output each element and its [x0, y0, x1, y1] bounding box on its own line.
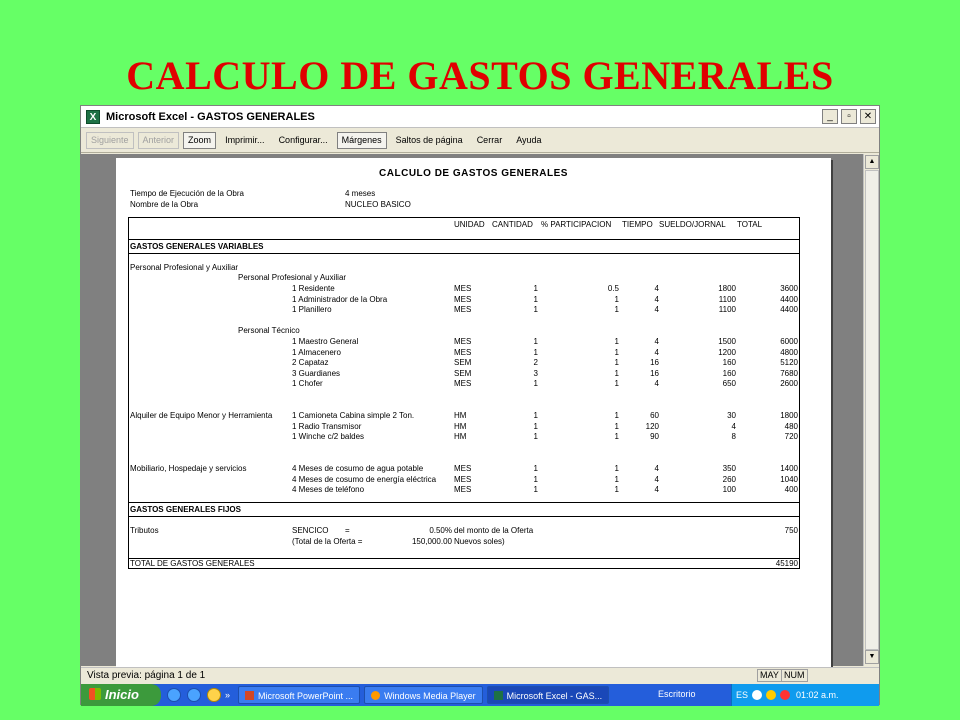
window-titlebar[interactable]: [81, 106, 879, 128]
cell-sueldo: 4: [731, 421, 736, 431]
cell-desc: 4 Meses de cosumo de energía eléctrica: [292, 474, 437, 484]
sencico-percent: 0.50%: [429, 526, 452, 535]
section-divider: [128, 516, 800, 517]
sencico-percent-desc: del monto de la Oferta: [454, 526, 534, 535]
sheet-title: CALCULO DE GASTOS GENERALES: [379, 168, 568, 179]
cell-cantidad: 1: [533, 474, 538, 484]
tray-icon[interactable]: [752, 690, 762, 700]
cerrar-button[interactable]: Cerrar: [472, 132, 508, 149]
cell-part: 1: [614, 368, 619, 378]
cell-sueldo: 30: [727, 411, 736, 420]
cell-cantidad: 1: [533, 411, 538, 420]
scroll-up-icon[interactable]: ▲: [865, 155, 879, 169]
minimize-button[interactable]: _: [822, 109, 838, 124]
media-player-icon: [371, 691, 380, 700]
cell-cantidad: 1: [533, 464, 538, 473]
col-header-sueldo: SUELDO/JORNAL: [659, 220, 726, 229]
col-header-unidad: UNIDAD: [454, 220, 485, 229]
section-divider: [128, 502, 800, 503]
cell-cantidad: 1: [533, 294, 538, 304]
cell-sueldo: 160: [722, 358, 736, 367]
cell-unidad: MES: [454, 305, 472, 314]
cell-desc: 3 Guardianes: [292, 368, 341, 378]
system-tray: [658, 684, 879, 706]
cell-total: 720: [784, 432, 798, 441]
cell-desc: 1 Administrador de la Obra: [292, 294, 388, 304]
cell-sueldo: 1800: [718, 284, 736, 293]
cell-desc: 1 Winche c/2 baldes: [292, 432, 365, 441]
powerpoint-icon: [245, 691, 254, 700]
cell-cantidad: 1: [533, 421, 538, 431]
windows-flag-icon: [89, 688, 101, 700]
info-value: 4 meses: [345, 189, 376, 198]
cell-total: 400: [784, 485, 798, 494]
cell-unidad: HM: [454, 411, 467, 420]
cell-desc: 4 Meses de teléfono: [292, 485, 365, 494]
ayuda-button[interactable]: Ayuda: [511, 132, 546, 149]
cell-desc: 1 Radio Transmisor: [292, 421, 362, 431]
cell-sueldo: 650: [722, 379, 736, 388]
configurar-button[interactable]: Configurar...: [274, 132, 333, 149]
info-label: Tiempo de Ejecución de la Obra: [130, 189, 244, 198]
may-indicator: MAY: [757, 669, 782, 682]
cell-part: 1: [614, 464, 619, 473]
cell-total: 7680: [780, 368, 798, 378]
task-label: Microsoft Excel - GAS...: [506, 691, 603, 701]
cell-unidad: HM: [454, 432, 467, 441]
task-powerpoint[interactable]: [238, 686, 360, 704]
cell-sueldo: 1200: [718, 347, 736, 357]
start-button[interactable]: [81, 684, 161, 706]
cell-total: 3600: [780, 284, 798, 293]
oferta-value: 150,000.00: [411, 537, 452, 546]
cell-cantidad: 2: [533, 358, 538, 367]
col-header-participacion: % PARTICIPACION: [541, 220, 612, 229]
cell-total: 6000: [780, 337, 798, 346]
group-label-mobiliario: Mobiliario, Hospedaje y servicios: [130, 464, 247, 473]
cell-total: 1800: [780, 411, 798, 420]
cell-cantidad: 1: [533, 305, 538, 314]
cell-part: 1: [614, 432, 619, 441]
cell-tiempo: 90: [650, 432, 659, 441]
cell-unidad: MES: [454, 294, 472, 304]
preview-page: [116, 158, 831, 668]
cell-unidad: MES: [454, 379, 472, 388]
cell-cantidad: 3: [533, 368, 538, 378]
cell-desc: 1 Maestro General: [292, 337, 359, 346]
cell-sueldo: 350: [722, 464, 736, 473]
maximize-button[interactable]: ▫: [841, 109, 857, 124]
scroll-thumb[interactable]: [865, 170, 879, 650]
tray-icon[interactable]: [766, 690, 776, 700]
language-indicator[interactable]: ES: [736, 690, 749, 700]
grand-total-label: TOTAL DE GASTOS GENERALES: [130, 559, 255, 568]
preview-area[interactable]: [81, 154, 863, 666]
cell-tiempo: 4: [654, 294, 659, 304]
cell-tiempo: 4: [654, 305, 659, 314]
taskbar: [81, 684, 879, 706]
group-label-personal: Personal Profesional y Auxiliar: [130, 263, 239, 272]
cell-cantidad: 1: [533, 379, 538, 388]
col-header-tiempo: TIEMPO: [622, 220, 653, 229]
cell-total: 4800: [780, 347, 798, 357]
cell-unidad: MES: [454, 337, 472, 346]
cell-tiempo: 4: [654, 347, 659, 357]
margenes-button[interactable]: Márgenes: [337, 132, 387, 149]
cell-tiempo: 120: [645, 421, 659, 431]
header-divider: [128, 239, 800, 240]
cell-unidad: MES: [454, 464, 472, 473]
cell-unidad: MES: [454, 284, 472, 293]
excel-icon: X: [86, 110, 100, 124]
cell-tiempo: 4: [654, 284, 659, 293]
cell-desc: 1 Chofer: [292, 379, 323, 388]
cell-unidad: MES: [454, 347, 472, 357]
cell-tiempo: 4: [654, 337, 659, 346]
excel-icon: [494, 691, 503, 700]
cell-cantidad: 1: [533, 485, 538, 494]
quicklaunch-chevron[interactable]: »: [225, 690, 231, 700]
cell-cantidad: 1: [533, 432, 538, 441]
tributos-total: 750: [784, 526, 798, 535]
section-header-variables: GASTOS GENERALES VARIABLES: [130, 242, 264, 251]
task-label: Microsoft PowerPoint ...: [258, 691, 354, 701]
cell-part: 1: [614, 347, 619, 357]
cell-cantidad: 1: [533, 347, 538, 357]
cell-total: 4400: [780, 294, 798, 304]
cell-total: 4400: [780, 305, 798, 314]
cell-sueldo: 260: [722, 474, 736, 484]
escritorio-toolbar[interactable]: Escritorio: [658, 689, 696, 699]
cell-sueldo: 1100: [718, 305, 736, 314]
cell-unidad: SEM: [454, 368, 472, 378]
cell-part: 1: [614, 474, 619, 484]
cell-part: 1: [614, 305, 619, 314]
subgroup-label-tecnico: Personal Técnico: [238, 326, 300, 335]
cell-sueldo: 8: [731, 432, 736, 441]
cell-tiempo: 60: [650, 411, 659, 420]
oferta-label: (Total de la Oferta =: [292, 537, 363, 546]
clock: 01:02 a.m.: [796, 690, 839, 700]
cell-desc: 1 Planillero: [292, 305, 332, 314]
cell-total: 1040: [780, 474, 798, 484]
oferta-unit: Nuevos soles): [454, 537, 505, 546]
cell-part: 1: [614, 379, 619, 388]
tray-icon[interactable]: [780, 690, 790, 700]
print-preview-toolbar: [81, 129, 879, 153]
num-indicator: NUM: [781, 669, 808, 682]
cell-part: 1: [614, 337, 619, 346]
cell-sueldo: 1500: [718, 337, 736, 346]
cell-cantidad: 1: [533, 284, 538, 293]
col-header-total: TOTAL: [737, 220, 763, 229]
folder-icon[interactable]: [207, 688, 221, 702]
cell-tiempo: 16: [650, 368, 659, 378]
close-button[interactable]: ✕: [860, 109, 876, 124]
cell-tiempo: 4: [654, 379, 659, 388]
cell-tiempo: 4: [654, 464, 659, 473]
start-label: Inicio: [105, 687, 139, 702]
grand-total-value: 45190: [775, 559, 798, 568]
cell-desc: 1 Almacenero: [292, 347, 341, 357]
group-label-alquiler: Alquiler de Equipo Menor y Herramienta: [130, 411, 273, 420]
col-header-cantidad: CANTIDAD: [492, 220, 533, 229]
cell-tiempo: 4: [654, 485, 659, 494]
cell-part: 1: [614, 421, 619, 431]
cell-unidad: HM: [454, 421, 467, 431]
scroll-down-icon[interactable]: ▼: [865, 650, 879, 664]
cell-desc: 1 Residente: [292, 284, 335, 293]
cell-part: 1: [614, 411, 619, 420]
task-excel[interactable]: [487, 686, 610, 704]
zoom-button[interactable]: Zoom: [183, 132, 216, 149]
cell-tiempo: 4: [654, 474, 659, 484]
tributos-label: Tributos: [130, 526, 159, 535]
window-title: Microsoft Excel - GASTOS GENERALES: [106, 110, 315, 123]
cell-sueldo: 100: [722, 485, 736, 494]
status-bar: [81, 667, 879, 683]
cell-sueldo: 1100: [718, 294, 736, 304]
slide-title: CALCULO DE GASTOS GENERALES: [126, 53, 834, 98]
sencico-equals: =: [345, 526, 350, 535]
cell-sueldo: 160: [722, 368, 736, 378]
excel-window: [80, 105, 880, 705]
imprimir-button[interactable]: Imprimir...: [220, 132, 270, 149]
status-text: Vista previa: página 1 de 1: [87, 670, 206, 681]
cell-total: 2600: [780, 379, 798, 388]
cell-desc: 4 Meses de cosumo de agua potable: [292, 464, 424, 473]
info-label: Nombre de la Obra: [130, 200, 199, 209]
saltos-de-pagina-button[interactable]: Saltos de página: [391, 132, 468, 149]
cell-total: 480: [784, 421, 798, 431]
subgroup-label-profesional: Personal Profesional y Auxiliar: [238, 273, 347, 282]
cell-unidad: SEM: [454, 358, 472, 367]
ie-icon[interactable]: [187, 688, 201, 702]
cell-part: 0.5: [607, 284, 619, 293]
siguiente-button[interactable]: Siguiente: [86, 132, 134, 149]
cell-part: 1: [614, 485, 619, 494]
cell-tiempo: 16: [650, 358, 659, 367]
cell-part: 1: [614, 358, 619, 367]
cell-total: 1400: [780, 464, 798, 473]
cell-desc: 1 Camioneta Cabina simple 2 Ton.: [292, 411, 415, 420]
section-header-fijos: GASTOS GENERALES FIJOS: [130, 505, 241, 514]
cell-unidad: MES: [454, 474, 472, 484]
sencico-label: SENCICO: [292, 526, 329, 535]
info-value: NUCLEO BASICO: [345, 200, 411, 209]
cell-total: 5120: [780, 358, 798, 367]
ie-icon[interactable]: [167, 688, 181, 702]
cell-desc: 2 Capataz: [292, 358, 329, 367]
vertical-scrollbar[interactable]: [863, 154, 879, 666]
anterior-button[interactable]: Anterior: [138, 132, 180, 149]
cell-cantidad: 1: [533, 337, 538, 346]
task-label: Windows Media Player: [384, 691, 476, 701]
cell-unidad: MES: [454, 485, 472, 494]
task-media-player[interactable]: [364, 686, 483, 704]
cell-part: 1: [614, 294, 619, 304]
section-divider: [128, 253, 800, 254]
